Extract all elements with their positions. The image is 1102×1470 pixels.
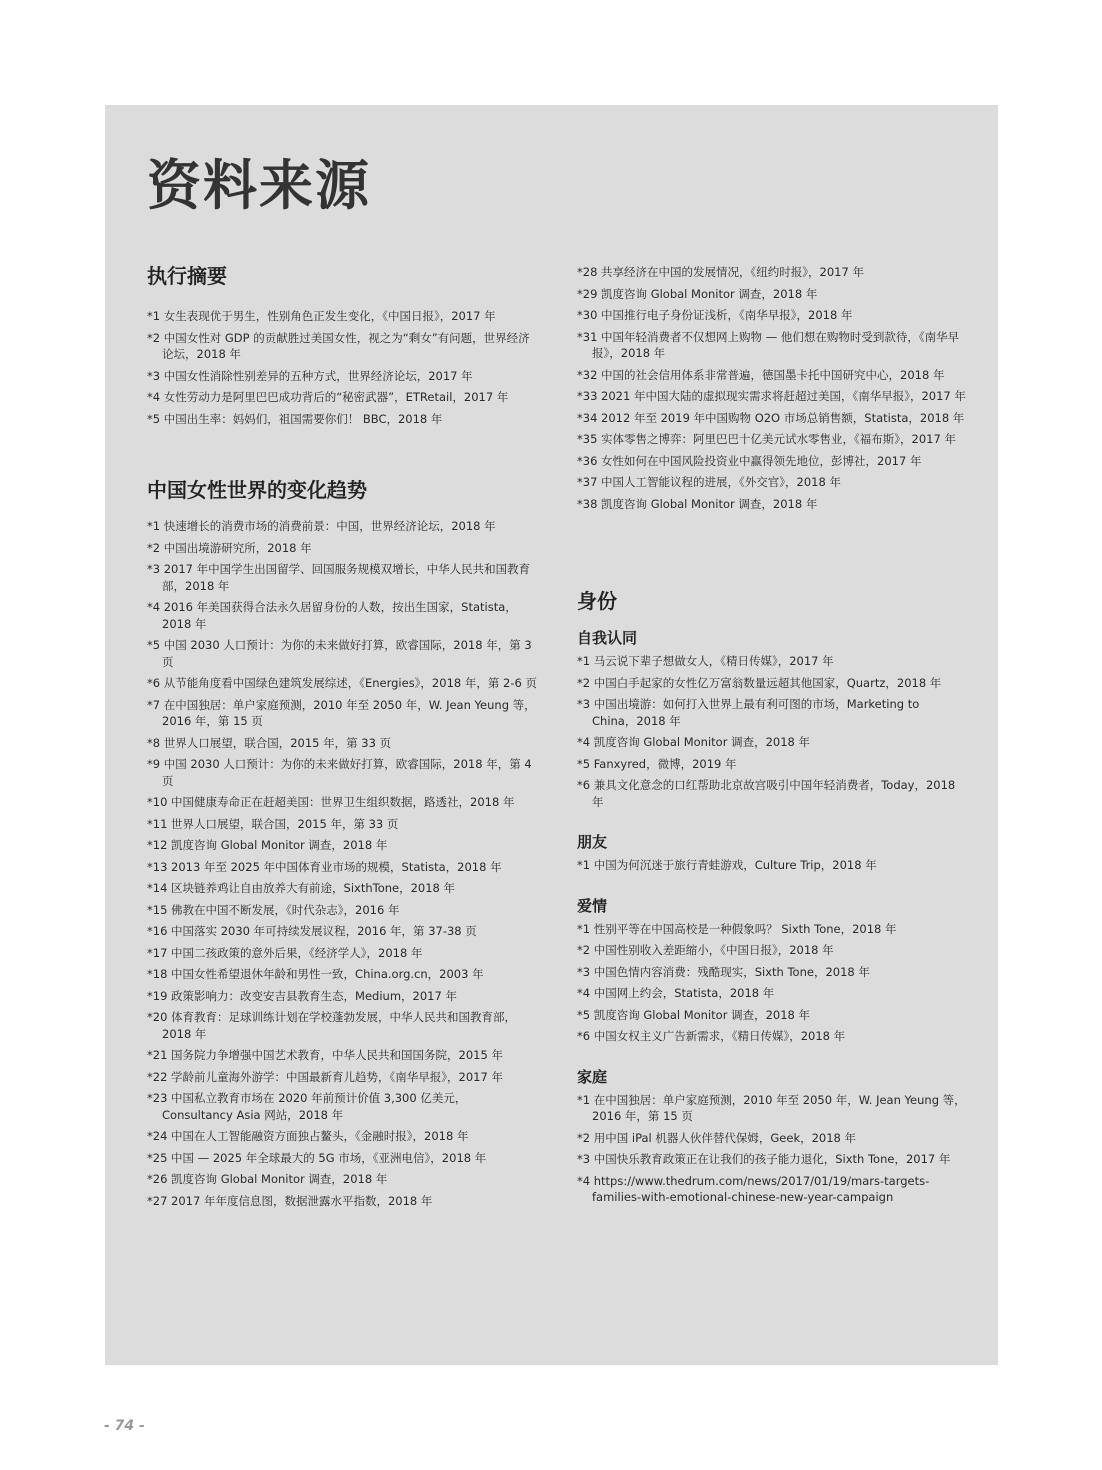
reference-item: *34 2012 年至 2019 年中国购物 O2O 市场总销售额，Statista，2018 年 [577, 410, 965, 425]
reference-item: *24 中国在人工智能融资方面独占鳌头，《金融时报》，2018 年 [147, 1129, 469, 1143]
reference-list-executive-summary [147, 308, 537, 427]
reference-item: *4 中国网上约会，Statista，2018 年 [577, 986, 775, 1000]
reference-item: *8 世界人口展望，联合国，2015 年，第 33 页 [147, 735, 392, 750]
reference-item: *4 2016 年美国获得合法永久居留身份的人数，按出生国家，Statista，2018 年 [147, 600, 517, 631]
reference-item: *31 中国年轻消费者不仅想网上购物 — 他们想在购物时受到款待，《南华早报》，2018 年 [577, 329, 960, 360]
reference-item: *1 中国为何沉迷于旅行青蛙游戏，Culture Trip，2018 年 [577, 858, 877, 872]
reference-item: *6 中国女权主义广告新需求，《精日传媒》，2018 年 [577, 1029, 846, 1043]
reference-item: *1 马云说下辈子想做女人，《精日传媒》，2017 年 [577, 654, 834, 668]
reference-item: *1 快速增长的消费市场的消费前景：中国，世界经济论坛，2018 年 [147, 519, 496, 533]
reference-item: *10 中国健康寿命正在赶超美国：世界卫生组织数据，路透社，2018 年 [147, 795, 515, 809]
reference-item: *22 学龄前儿童海外游学：中国最新育儿趋势，《南华早报》，2017 年 [147, 1069, 503, 1084]
subsection-title-family: 家庭 [577, 1067, 608, 1086]
reference-item: *35 实体零售之博弈：阿里巴巴十亿美元试水零售业，《福布斯》，2017 年 [577, 432, 956, 446]
right-column [577, 264, 967, 1211]
reference-item: *28 共享经济在中国的发展情况，《纽约时报》，2017 年 [577, 265, 864, 279]
reference-item: *36 女性如何在中国风险投资业中赢得领先地位，彭博社，2017 年 [577, 453, 922, 468]
section-title-identity: 身份 [577, 589, 617, 613]
reference-item: *29 凯度咨询 Global Monitor 调查，2018 年 [577, 286, 818, 301]
reference-item: *21 国务院力争增强中国艺术教育，中华人民共和国国务院，2015 年 [147, 1048, 503, 1062]
reference-item: *15 佛教在中国不断发展，《时代杂志》，2016 年 [147, 902, 400, 917]
reference-item: *12 凯度咨询 Global Monitor 调查，2018 年 [147, 838, 388, 852]
reference-item: *2 中国白手起家的女性亿万富翁数量远超其他国家，Quartz，2018 年 [577, 675, 942, 690]
section-title-executive-summary: 执行摘要 [147, 264, 227, 288]
section-title-trends: 中国女性世界的变化趋势 [147, 478, 367, 502]
reference-item: *14 区块链养鸡让自由放养大有前途，SixthTone，2018 年 [147, 881, 456, 895]
reference-item: *5 凯度咨询 Global Monitor 调查，2018 年 [577, 1007, 811, 1022]
reference-item: *1 在中国独居：单户家庭预测，2010 年至 2050 年，W. Jean Yeung 等，2016 年，第 15 页 [577, 1092, 966, 1123]
reference-item: *32 中国的社会信用体系非常普遍，德国墨卡托中国研究中心，2018 年 [577, 367, 945, 382]
reference-item: *18 中国女性希望退休年龄和男性一致，China.org.cn，2003 年 [147, 967, 484, 981]
reference-item: *13 2013 年至 2025 年中国体育业市场的规模，Statista，2018 年 [147, 859, 502, 874]
reference-item: *3 中国出境游：如何打入世界上最有利可图的市场，Marketing to China，2018 年 [577, 697, 920, 728]
left-column [147, 262, 537, 1214]
reference-item: *6 从节能角度看中国绿色建筑发展综述，《Energies》，2018 年，第 2-6 页 [147, 676, 537, 690]
subsection-title-friends: 朋友 [577, 833, 608, 851]
reference-item: *5 中国出生率：妈妈们，祖国需要你们！ BBC，2018 年 [147, 411, 443, 426]
reference-item: *5 Fanxyred，微博，2019 年 [577, 756, 737, 771]
page-title: 资料来源 [147, 154, 371, 217]
reference-item: *2 中国出境游研究所，2018 年 [147, 540, 312, 555]
reference-item: *30 中国推行电子身份证浅析，《南华早报》，2018 年 [577, 308, 853, 322]
reference-item: *1 女生表现优于男生，性别角色正发生变化，《中国日报》，2017 年 [147, 309, 496, 323]
reference-item: *3 中国快乐教育政策正在让我们的孩子能力退化，Sixth Tone，2017 年 [577, 1152, 951, 1166]
reference-list-trends [147, 518, 537, 1209]
reference-item: *4 女性劳动力是阿里巴巴成功背后的“秘密武器”，ETRetail，2017 年 [147, 390, 509, 404]
reference-item: *2 中国女性对 GDP 的贡献胜过美国女性，视之为“剩女”有问题，世界经济论坛，2018 年 [147, 330, 530, 361]
page-number: - 74 - [104, 1418, 145, 1434]
reference-item: *16 中国落实 2030 年可持续发展议程，2016 年，第 37-38 页 [147, 924, 477, 938]
reference-item: *17 中国二孩政策的意外后果，《经济学人》，2018 年 [147, 945, 423, 960]
reference-item: *23 中国私立教育市场在 2020 年前预计价值 3,300 亿美元，Consultancy Asia 网站，2018 年 [147, 1091, 467, 1122]
reference-item: *4 凯度咨询 Global Monitor 调查，2018 年 [577, 735, 811, 749]
reference-list-trends-continued [577, 264, 967, 512]
reference-item: *7 在中国独居：单户家庭预测，2010 年至 2050 年，W. Jean Yeung 等，2016 年，第 15 页 [147, 697, 536, 728]
reference-item: *37 中国人工智能议程的进展，《外交官》，2018 年 [577, 475, 841, 489]
reference-item: *2 中国性别收入差距缩小，《中国日报》，2018 年 [577, 943, 834, 957]
reference-item: *2 用中国 iPal 机器人伙伴替代保姆，Geek，2018 年 [577, 1130, 857, 1145]
reference-item: *27 2017 年年度信息图，数据泄露水平指数，2018 年 [147, 1193, 433, 1208]
reference-item: *20 体育教育：足球训练计划在学校蓬勃发展，中华人民共和国教育部，2018 年 [147, 1010, 517, 1041]
reference-item: *6 兼具文化意念的口红帮助北京故宫吸引中国年轻消费者，Today，2018 年 [577, 778, 956, 809]
reference-item: *26 凯度咨询 Global Monitor 调查，2018 年 [147, 1172, 388, 1186]
subsection-title-love: 爱情 [577, 896, 608, 915]
reference-item: *33 2021 年中国大陆的虚拟现实需求将赶超过美国，《南华早报》，2017 年 [577, 389, 966, 403]
reference-item: *19 政策影响力：改变安吉县教育生态，Medium，2017 年 [147, 988, 457, 1003]
reference-item: *38 凯度咨询 Global Monitor 调查，2018 年 [577, 496, 818, 511]
reference-item: *3 中国女性消除性别差异的五种方式，世界经济论坛，2017 年 [147, 368, 473, 383]
reference-item: *4 https://www.thedrum.com/news/2017/01/19/mars-targets-families-with-emotional-chinese-new-year-campaign [577, 1173, 930, 1204]
reference-item: *1 性别平等在中国高校是一种假象吗？ Sixth Tone，2018 年 [577, 921, 897, 936]
reference-item: *9 中国 2030 人口预计：为你的未来做好打算，欧睿国际，2018 年，第 4 页 [147, 757, 532, 788]
subsection-title-self-identity: 自我认同 [577, 629, 638, 647]
reference-item: *5 中国 2030 人口预计：为你的未来做好打算，欧睿国际，2018 年，第 3 页 [147, 638, 532, 669]
reference-list-love [577, 921, 967, 1045]
reference-item: *25 中国 — 2025 年全球最大的 5G 市场，《亚洲电信》，2018 年 [147, 1150, 487, 1165]
reference-list-friends [577, 857, 967, 874]
reference-item: *11 世界人口展望，联合国，2015 年，第 33 页 [147, 816, 399, 831]
reference-item: *3 2017 年中国学生出国留学、回国服务规模双增长，中华人民共和国教育部，2018 年 [147, 562, 531, 593]
reference-list-family [577, 1092, 967, 1206]
reference-list-self-identity [577, 653, 967, 810]
reference-item: *3 中国色情内容消费：残酷现实，Sixth Tone，2018 年 [577, 964, 870, 979]
